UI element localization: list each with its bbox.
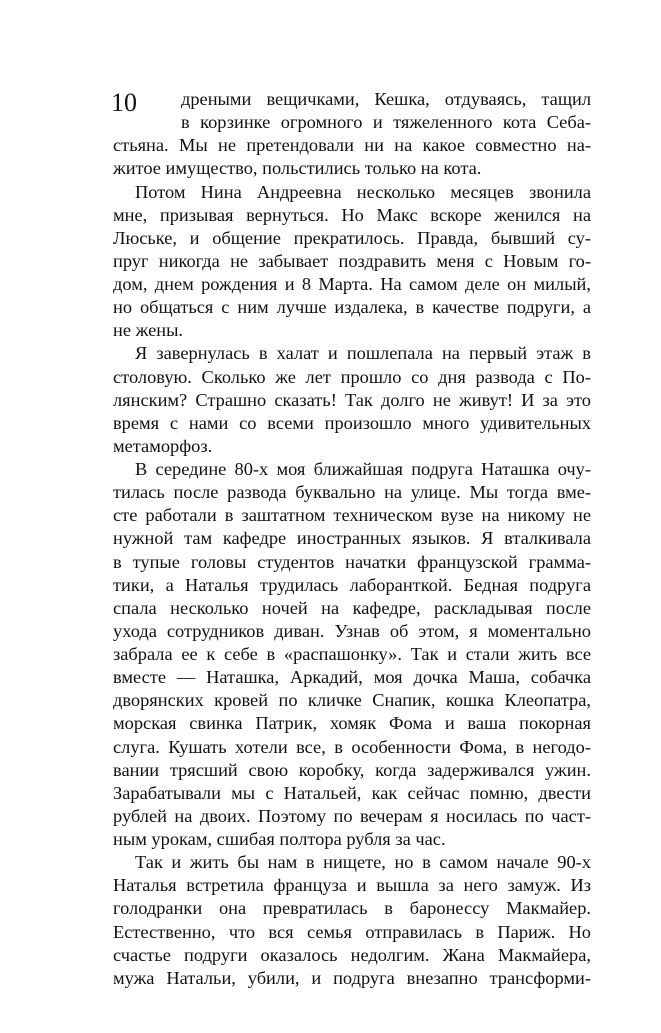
text-line: в корзинке огромного и тяжеленного кота Себа- bbox=[181, 112, 591, 133]
text-line: дреными вещичками, Кешка, отдуваясь, тащил bbox=[181, 89, 591, 109]
text-line: Зарабатывали мы с Натальей, как сейчас помню, двести bbox=[113, 782, 591, 803]
text-line: тики, а Наталья трудилась лаборанткой. Бедная подруга bbox=[113, 574, 591, 595]
text-line: спала несколько ночей на кафедре, раскладывая после bbox=[113, 597, 591, 618]
text-line: Наталья встретила француза и вышла за него замуж. Из bbox=[113, 875, 591, 896]
text-line: не жены. bbox=[113, 320, 184, 341]
text-line: метаморфоз. bbox=[113, 435, 213, 456]
text-line: ным урокам, сшибая полтора рубля за час. bbox=[113, 829, 446, 849]
text-line: Люське, и общение прекратилось. Правда, бывший су- bbox=[113, 227, 591, 248]
text-line: дворянских кровей по кличке Снапик, кошка Клеопатра, bbox=[113, 690, 591, 711]
text-line: рублей на двоих. Поэтому по вечерам я носилась по част- bbox=[113, 805, 591, 826]
text-line: житое имущество, польстились только на кота. bbox=[113, 158, 482, 179]
text-line: лянским? Страшно сказать! Так долго не живут! И за это bbox=[113, 389, 591, 410]
text-line: вании трясший свою коробку, когда задерживался ужин. bbox=[113, 759, 591, 780]
text-line: Я завернулась в халат и пошлепала на первый этаж в bbox=[135, 343, 591, 364]
text-line: голодранки она превратилась в баронессу Макмайер. bbox=[113, 898, 591, 919]
text-line: но общаться с ним лучше издалека, в качестве подруги, а bbox=[113, 297, 591, 318]
text-line: сте работали в заштатном техническом вузе на никому не bbox=[113, 505, 591, 526]
text-line: Так и жить бы нам в нищете, но в самом начале 90-х bbox=[135, 852, 591, 873]
text-line: дом, днем рождения и 8 Марта. На самом деле он милый, bbox=[113, 274, 591, 294]
text-line: тилась после развода буквально на улице. Мы тогда вме- bbox=[113, 482, 591, 503]
page-number: 10 bbox=[111, 88, 137, 117]
text-line: В середине 80-х моя ближайшая подруга Наташка очу- bbox=[135, 459, 591, 479]
text-line: мне, призывая вернуться. Но Макс вскоре женился на bbox=[113, 204, 591, 225]
text-line: пруг никогда не забывает поздравить меня с Новым го- bbox=[113, 250, 591, 271]
text-line: стьяна. Мы не претендовали ни на какое совместно на- bbox=[113, 135, 591, 156]
text-line: Потом Нина Андреевна несколько месяцев звонила bbox=[135, 181, 591, 202]
text-line: вместе — Наташка, Аркадий, моя дочка Маша, собачка bbox=[113, 667, 591, 688]
text-line: в тупые головы студентов начатки французской грамма- bbox=[113, 551, 591, 572]
text-line: ухода сотрудников диван. Узнав об этом, я моментально bbox=[113, 620, 591, 641]
text-line: счастье подруги оказалось недолгим. Жана Макмайера, bbox=[113, 944, 591, 965]
text-line: слуга. Кушать хотели все, в особенности Фома, в негодо- bbox=[113, 736, 591, 757]
body-text bbox=[113, 88, 591, 990]
text-line: мужа Натальи, убили, и подруга внезапно трансформи- bbox=[113, 967, 591, 988]
text-line: время с нами со всеми произошло много удивительных bbox=[113, 412, 591, 433]
text-line: нужной там кафедре иностранных языков. Я вталкивала bbox=[113, 528, 591, 549]
text-line: столовую. Сколько же лет прошло со дня развода с По- bbox=[113, 366, 591, 387]
text-line: морская свинка Патрик, хомяк Фома и ваша покорная bbox=[113, 713, 591, 734]
text-line: забрала ее к себе в «распашонку». Так и стали жить все bbox=[113, 644, 591, 664]
text-line: Естественно, что вся семья отправилась в Париж. Но bbox=[113, 921, 591, 942]
